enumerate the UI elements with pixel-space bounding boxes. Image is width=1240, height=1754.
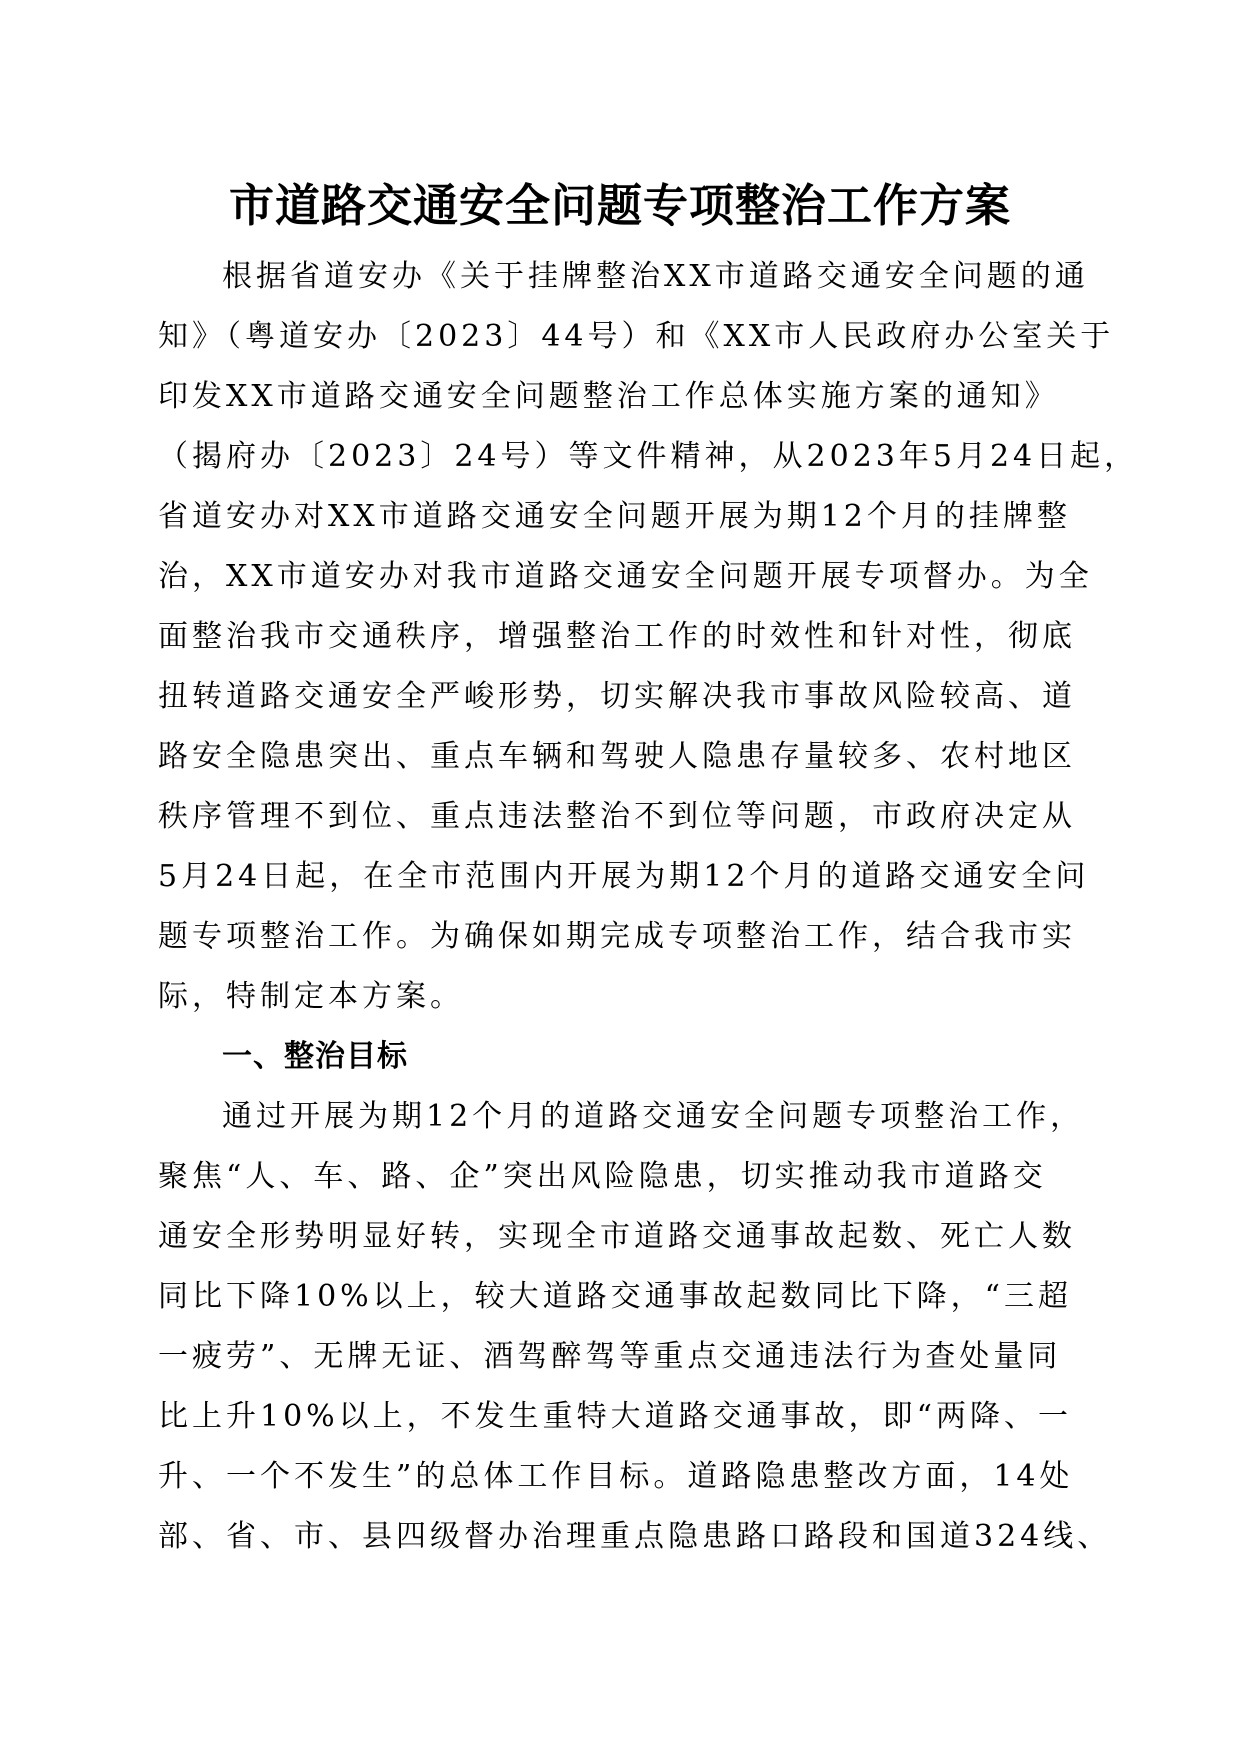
body-line-2: 知》（粤道安办〔2023〕44号）和《XX市人民政府办公室关于	[158, 319, 1115, 354]
document-body	[158, 247, 1139, 1567]
body-line-13: 际，特制定本方案。	[158, 979, 464, 1014]
body-line-5: 省道安办对XX市道路交通安全问题开展为期12个月的挂牌整	[158, 499, 1071, 534]
body-line-8: 扭转道路交通安全严峻形势，切实解决我市事故风险较高、道	[158, 679, 1076, 714]
body-line-15: 聚焦“人、车、路、企”突出风险隐患，切实推动我市道路交	[158, 1159, 1047, 1194]
body-line-18: 一疲劳”、无牌无证、酒驾醉驾等重点交通违法行为查处量同	[158, 1339, 1062, 1374]
body-line-11: 5月24日起，在全市范围内开展为期12个月的道路交通安全问	[158, 859, 1090, 894]
document-title: 市道路交通安全问题专项整治工作方案	[228, 179, 1011, 232]
body-line-10: 秩序管理不到位、重点违法整治不到位等问题，市政府决定从	[158, 799, 1076, 834]
body-line-3: 印发XX市道路交通安全问题整治工作总体实施方案的通知》	[158, 379, 1059, 414]
body-line-4: （揭府办〔2023〕24号）等文件精神，从2023年5月24日起，	[158, 439, 1139, 474]
body-line-17: 同比下降10%以上，较大道路交通事故起数同比下降，“三超	[158, 1279, 1073, 1314]
body-line-19: 比上升10%以上，不发生重特大道路交通事故，即“两降、一	[158, 1399, 1073, 1434]
body-line-9: 路安全隐患突出、重点车辆和驾驶人隐患存量较多、农村地区	[158, 739, 1076, 774]
body-line-14: 通过开展为期12个月的道路交通安全问题专项整治工作，	[222, 1099, 1085, 1134]
body-line-16: 通安全形势明显好转，实现全市道路交通事故起数、死亡人数	[158, 1219, 1076, 1254]
body-line-20: 升、一个不发生”的总体工作目标。道路隐患整改方面，14处	[158, 1459, 1074, 1494]
body-line-1: 根据省道安办《关于挂牌整治XX市道路交通安全问题的通	[222, 259, 1089, 294]
body-line-7: 面整治我市交通秩序，增强整治工作的时效性和针对性，彻底	[158, 619, 1076, 654]
body-line-21: 部、省、市、县四级督办治理重点隐患路口路段和国道324线、	[158, 1519, 1112, 1554]
body-line-12: 题专项整治工作。为确保如期完成专项整治工作，结合我市实	[158, 919, 1076, 954]
section-heading: 一、整治目标	[222, 1039, 408, 1074]
body-line-6: 治，XX市道安办对我市道路交通安全问题开展专项督办。为全	[158, 559, 1093, 594]
